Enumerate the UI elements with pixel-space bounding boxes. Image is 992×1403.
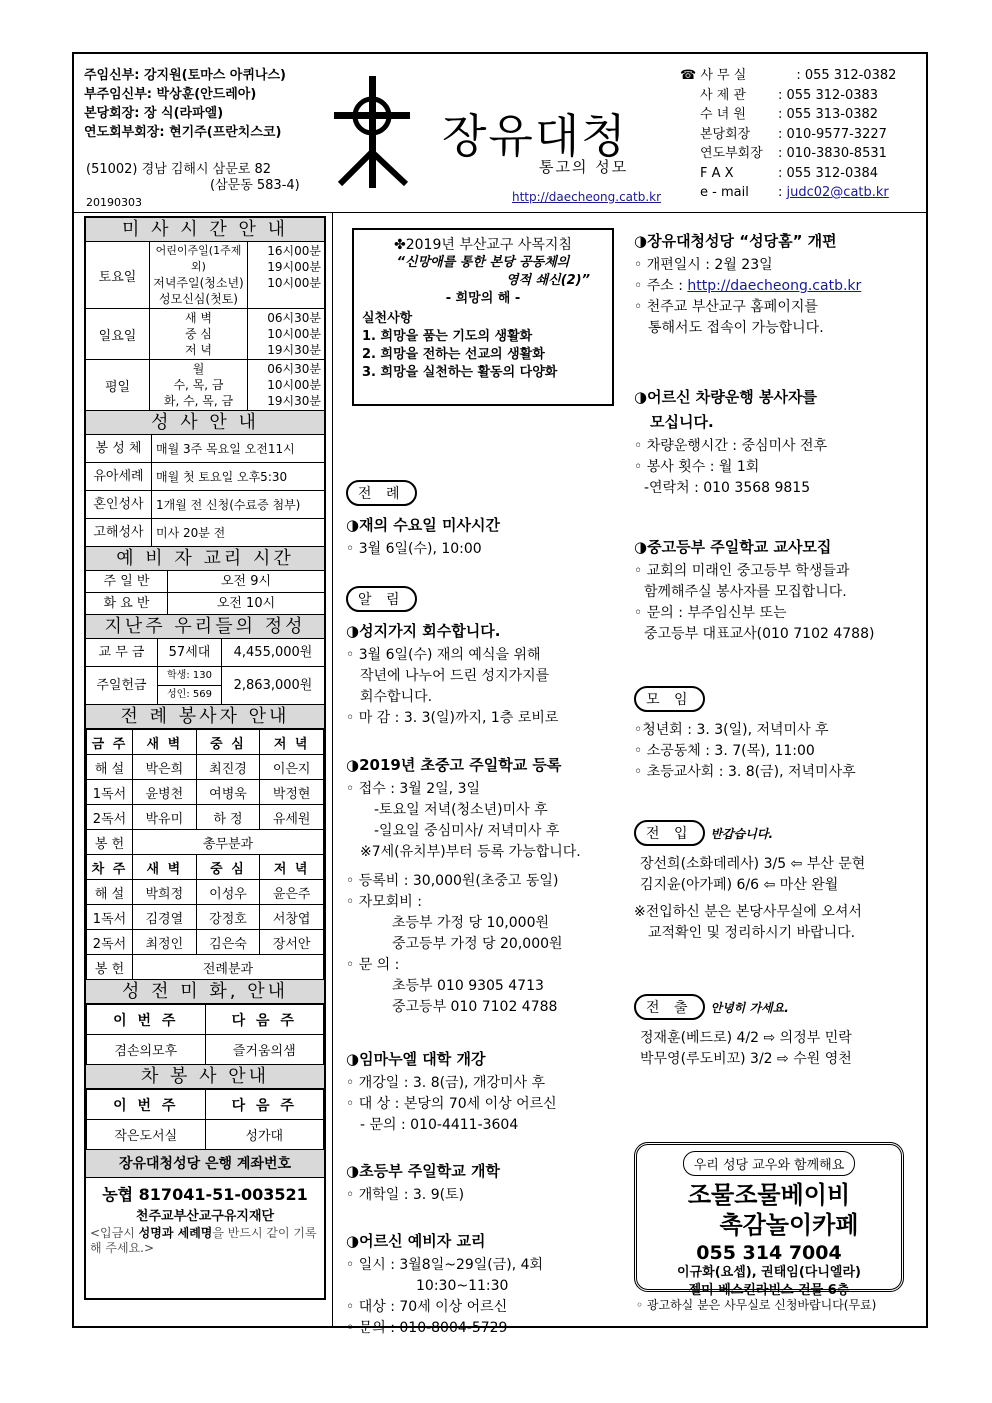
- sacrament-row: [86, 519, 324, 547]
- offering-amount: 2,863,000원: [233, 678, 313, 693]
- bank-note: [86, 1224, 324, 1258]
- catechumen-value: 오전 10시: [216, 596, 276, 611]
- contact-label: 본당회장: [700, 126, 751, 142]
- table-cell: 박은희: [133, 755, 197, 780]
- mass-time: 19시30분: [267, 394, 321, 408]
- article-text: 김지윤(아가페) 6/6 ⇦ 마산 완월: [640, 877, 839, 893]
- contact-row: e - mail : judc02@catb.kr: [680, 183, 896, 203]
- table-cell: 이성우: [196, 880, 260, 905]
- article-text: 중고등부 010 7102 4788: [392, 999, 558, 1015]
- table-row: [87, 905, 324, 930]
- article-text: ◦ 개학일 : 3. 9(토): [346, 1187, 465, 1203]
- bank-account: [86, 1150, 324, 1258]
- mass-item: 새 벽: [185, 311, 212, 325]
- article-text: 중고등부 대표교사(010 7102 4788): [644, 626, 875, 642]
- table-cell: 저 녁: [260, 855, 324, 880]
- guideline-title-text: 2019년 부산교구 사목지침: [405, 237, 572, 253]
- section-pill: 모 임: [634, 686, 705, 712]
- mass-row-sunday: [86, 309, 324, 360]
- article-text: 교적확인 및 정리하시기 바랍니다.: [648, 925, 856, 941]
- contact-row: 본당회장 : 010-9577-3227: [680, 125, 896, 145]
- ad-tagline: 우리 성당 교우와 함께해요: [683, 1151, 856, 1176]
- table-cell: 즐거움의샘: [205, 1035, 324, 1065]
- contact-row: 수 녀 원 : 055 313-0382: [680, 105, 896, 125]
- contact-value: 010-9577-3227: [786, 126, 887, 142]
- sacrament-row: [86, 435, 324, 463]
- mass-item: 저녁주일(청소년): [153, 276, 244, 290]
- table-cell: 최진경: [196, 755, 260, 780]
- ad-business-name: 조물조물베이비: [687, 1181, 851, 1209]
- ad-business-name: 촉감놀이카페: [719, 1211, 859, 1239]
- contact-label: 사 제 관: [700, 87, 746, 103]
- catechumen-table: [86, 571, 324, 615]
- mass-item: 어린이주일(1주제외): [155, 244, 242, 273]
- bulletin-subtitle: 통고의 성모: [539, 158, 629, 176]
- article-text: ◦ 대상 : 70세 이상 어르신: [346, 1299, 508, 1315]
- table-cell: 1독서: [87, 905, 133, 930]
- ash-wednesday: [346, 514, 500, 560]
- address-line: (삼문동 583-4): [210, 178, 300, 193]
- table-cell: 박정현: [260, 780, 324, 805]
- flowers-table: [86, 1004, 324, 1065]
- table-cell: 유세원: [260, 805, 324, 830]
- teacher-recruit: [634, 536, 874, 645]
- table-cell: 강정호: [196, 905, 260, 930]
- sacrament-table: [86, 435, 324, 547]
- table-row: [87, 755, 324, 780]
- mass-item: 화, 수, 목, 금: [163, 394, 234, 408]
- article-text: 박무영(루도비꼬) 3/2 ⇨ 수원 영천: [640, 1051, 852, 1067]
- guideline-quote: “신망애를 통한 본당 공동체의: [396, 255, 570, 270]
- table-row: [87, 1005, 324, 1035]
- section-pill: 알 림: [346, 586, 417, 612]
- contact-value: 055 312-0383: [786, 87, 879, 103]
- guideline-title: [362, 236, 604, 254]
- mass-items: [150, 360, 248, 410]
- email-link[interactable]: judc02@catb.kr: [786, 185, 889, 200]
- liturgy-section: [346, 480, 417, 506]
- mass-time: 10시00분: [267, 378, 321, 392]
- table-cell: 박희정: [133, 880, 197, 905]
- article-text: ◦ 차량운행시간 : 중심미사 전후: [634, 438, 828, 454]
- contact-row: 사 제 관 : 055 312-0383: [680, 86, 896, 106]
- transfer-in-section: [634, 820, 865, 944]
- clergy-list: [84, 66, 286, 142]
- offering-table: [86, 639, 324, 705]
- table-cell: 김경열: [133, 905, 197, 930]
- table-cell: 다 음 주: [205, 1005, 324, 1035]
- contact-list: [680, 66, 896, 203]
- table-cell: 2독서: [87, 805, 133, 830]
- article-text: ◦ 일시 : 3월8일~29일(금), 4회: [346, 1257, 544, 1273]
- address-line: (51002) 경남 김해시 삼문로 82: [86, 162, 272, 177]
- pastoral-guideline-box: [352, 228, 614, 406]
- table-row: [87, 1035, 324, 1065]
- phone-icon: ☎: [680, 68, 697, 83]
- mass-row-weekday: [86, 360, 324, 411]
- transfer-out-section: [634, 994, 852, 1070]
- article-text: 초등부 가정 당 10,000원: [392, 915, 550, 931]
- article-text: ◦ 문 의 :: [346, 957, 400, 973]
- article-heading: ◑어르신 차량운행 봉사자를: [634, 388, 817, 406]
- sacrament-label: 봉 성 체: [86, 435, 152, 462]
- mass-times-heading: 미 사 시 간 안 내: [86, 218, 324, 242]
- table-cell: 하 정: [196, 805, 260, 830]
- guideline-year: - 희망의 해 -: [445, 291, 521, 306]
- article-text: ※7세(유치부)부터 등록 가능합니다.: [360, 844, 581, 860]
- article-text: ◦ 문의 : 부주임신부 또는: [634, 605, 787, 621]
- sacrament-value: 매월 3주 목요일 오전11시: [156, 442, 295, 456]
- guideline-quote: 영적 쇄신(2)”: [505, 273, 590, 288]
- article-text: ◦ 초등교사회 : 3. 8(금), 저녁미사후: [634, 764, 856, 780]
- table-cell: 다 음 주: [205, 1090, 324, 1120]
- article-text: -토요일 저녁(청소년)미사 후: [374, 802, 548, 818]
- sacrament-heading: 성 사 안 내: [86, 411, 324, 435]
- liturgy-table: [86, 729, 324, 980]
- offering-heading: 지난주 우리들의 정성: [86, 615, 324, 639]
- tea-table: [86, 1089, 324, 1150]
- table-cell: 윤병천: [133, 780, 197, 805]
- offering-students: 학생: 130: [158, 667, 221, 686]
- article-text: 회수합니다.: [360, 689, 433, 705]
- table-cell: 1독서: [87, 780, 133, 805]
- offering-label: 교 무 금: [86, 639, 158, 666]
- article-text: ◦ 천주교 부산교구 홈페이지를: [634, 299, 818, 315]
- bulletin-title: 장유대청: [442, 109, 628, 163]
- article-text: -일요일 중심미사/ 저녁미사 후: [374, 823, 560, 839]
- table-cell: 이 번 주: [87, 1005, 206, 1035]
- mass-day: 토요일: [86, 242, 150, 308]
- mass-time: 19시00분: [267, 260, 321, 274]
- sacrament-row: [86, 463, 324, 491]
- clergy-line: 부주임신부: 박상훈(안드레아): [84, 87, 257, 102]
- table-row: [87, 930, 324, 955]
- cross-logo-icon: [332, 72, 412, 192]
- guideline-item: 3. 희망을 실천하는 활동의 다양화: [362, 365, 558, 380]
- catechumen-row: [86, 593, 324, 615]
- bank-holder: 천주교부산교구유지재단: [135, 1209, 275, 1224]
- bulletin-page: [72, 52, 928, 1336]
- sacrament-row: [86, 491, 324, 519]
- elementary-school: [346, 1160, 500, 1206]
- table-cell: 새 벽: [133, 855, 197, 880]
- table-cell: 겸손의모후: [87, 1035, 206, 1065]
- note-text: <입금시: [90, 1226, 139, 1240]
- table-row: [87, 1120, 324, 1150]
- mass-times: [248, 242, 324, 308]
- masthead: [74, 54, 926, 212]
- article-text: ◦ 마 감 : 3. 3(일)까지, 1층 로비로: [346, 710, 559, 726]
- catechumen-heading: 예 비 자 교리 시간: [86, 547, 324, 571]
- article-text: ◦ 등록비 : 30,000원(초중고 동일): [346, 873, 559, 889]
- section-pill: 전 입: [634, 820, 705, 846]
- table-cell: 중 심: [196, 855, 260, 880]
- article-text: 통해서도 접속이 가능합니다.: [648, 320, 824, 336]
- catechumen-label: 화 요 반: [86, 593, 168, 614]
- sacrament-value: 매월 첫 토요일 오후5:30: [156, 470, 288, 484]
- handwritten-greeting: 안녕히 가세요.: [710, 1001, 789, 1015]
- advertisement-box: [634, 1142, 904, 1298]
- article-text: ◦ 접수 : 3월 2일, 3일: [346, 781, 481, 797]
- table-cell: 성가대: [205, 1120, 324, 1150]
- article-text: ◦ 대 상 : 본당의 70세 이상 어르신: [346, 1096, 557, 1112]
- mass-items: [150, 309, 248, 359]
- table-row: [87, 880, 324, 905]
- table-cell: 윤은주: [260, 880, 324, 905]
- mass-item: 수, 목, 금: [173, 378, 224, 392]
- table-cell: 전례분과: [133, 955, 324, 980]
- table-row: [87, 855, 324, 880]
- table-cell: 저 녁: [260, 730, 324, 755]
- section-pill: 전 례: [346, 480, 417, 506]
- contact-value: 010-3830-8531: [786, 146, 887, 161]
- table-cell: 새 벽: [133, 730, 197, 755]
- article-text: ◦ 소공동체 : 3. 7(목), 11:00: [634, 743, 815, 759]
- mass-item: 성모신심(첫토): [159, 292, 238, 306]
- table-row: [87, 780, 324, 805]
- article-text: 장선희(소화데레사) 3/5 ⇦ 부산 문현: [640, 856, 866, 872]
- ad-owner: 이규화(요셉), 권태임(다니엘라): [677, 1265, 861, 1280]
- offering-count: 57세대: [158, 639, 222, 666]
- mass-day: 평일: [86, 360, 150, 410]
- offering-row: [86, 667, 324, 705]
- mass-times: [248, 360, 324, 410]
- table-cell: 금 주: [87, 730, 133, 755]
- article-text: -연락처 : 010 3568 9815: [644, 480, 811, 496]
- article-text: 정재훈(베드로) 4/2 ⇨ 의정부 민락: [640, 1030, 852, 1046]
- article-text: 10:30~11:30: [416, 1278, 509, 1294]
- issue-date: 20190303: [86, 196, 142, 209]
- article-heading: ◑성지가지 회수합니다.: [346, 622, 501, 640]
- table-cell: 해 설: [87, 755, 133, 780]
- bank-number: 농협 817041-51-003521: [102, 1185, 308, 1204]
- sacrament-label: 혼인성사: [86, 491, 152, 518]
- catechumen-label: 주 일 반: [86, 571, 168, 592]
- article-text: ◦ 개강일 : 3. 8(금), 개강미사 후: [346, 1075, 546, 1091]
- table-cell: 2독서: [87, 930, 133, 955]
- article-text: 작년에 나누어 드린 성지가지를: [360, 668, 550, 684]
- offering-label: 주일헌금: [86, 667, 158, 704]
- notice-section: [346, 586, 417, 612]
- article-text: 함께해주실 봉사자를 모집합니다.: [644, 584, 847, 600]
- homepage-link[interactable]: http://daecheong.catb.kr: [687, 278, 862, 294]
- contact-label: e - mail: [700, 185, 749, 200]
- article-heading: ◑재의 수요일 미사시간: [346, 516, 500, 534]
- article-heading: ◑장유대청성당 “성당홈” 개편: [634, 232, 837, 250]
- offering-count: [158, 667, 222, 704]
- homepage-renewal: [634, 230, 861, 339]
- contact-label: 수 녀 원: [700, 107, 746, 122]
- contact-row: 연도부회장 : 010-3830-8531: [680, 144, 896, 164]
- guideline-item: 1. 희망을 품는 기도의 생활화: [362, 329, 533, 344]
- catechumen-row: [86, 571, 324, 593]
- table-cell: 여병욱: [196, 780, 260, 805]
- website-link[interactable]: http://daecheong.catb.kr: [512, 190, 662, 204]
- mass-item: 월: [192, 362, 205, 376]
- table-cell: 최정인: [133, 930, 197, 955]
- article-text: ※전입하신 분은 본당사무실에 오셔서: [634, 904, 862, 920]
- article-text: 중고등부 가정 당 20,000원: [392, 936, 563, 952]
- contact-row: ☎ 사 무 실 : 055 312-0382: [680, 66, 896, 86]
- article-heading: ◑어르신 예비자 교리: [346, 1232, 486, 1250]
- header-divider: [74, 212, 926, 213]
- article-heading: ◑중고등부 주일학교 교사모집: [634, 538, 832, 556]
- mass-row-saturday: [86, 242, 324, 309]
- mass-time: 19시30분: [267, 343, 321, 357]
- table-row: [87, 1090, 324, 1120]
- mass-time: 06시30분: [267, 362, 321, 376]
- guideline-item: 2. 희망을 전하는 선교의 생활화: [362, 347, 545, 362]
- clergy-line: 연도회부회장: 현기주(프란치스코): [84, 125, 282, 140]
- mass-day: 일요일: [86, 309, 150, 359]
- table-cell: 서창엽: [260, 905, 324, 930]
- section-pill: 전 출: [634, 994, 705, 1020]
- offering-amount: 4,455,000원: [233, 645, 313, 660]
- elder-catechism: [346, 1230, 543, 1339]
- article-text: ◦ 개편일시 : 2월 23일: [634, 257, 773, 273]
- table-cell: 작은도서실: [87, 1120, 206, 1150]
- sacrament-label: 고해성사: [86, 519, 152, 546]
- mass-time: 16시00분: [267, 244, 321, 258]
- article-text: ◦ 3월 6일(수), 10:00: [346, 541, 482, 557]
- mass-time: 06시30분: [267, 311, 321, 325]
- article-text: ◦ 문의 : 010-8004-5729: [346, 1320, 508, 1336]
- ad-note: ◦ 광고하실 분은 사무실로 신청바랍니다(무료): [636, 1298, 877, 1312]
- note-text: 을 반드시 같이 기록해 주세요.>: [90, 1226, 317, 1255]
- table-cell: 이 번 주: [87, 1090, 206, 1120]
- article-heading: ◑임마누엘 대학 개강: [346, 1050, 486, 1068]
- contact-label: 연도부회장: [700, 146, 763, 161]
- table-cell: 차 주: [87, 855, 133, 880]
- sacrament-label: 유아세례: [86, 463, 152, 490]
- mass-times: [248, 309, 324, 359]
- school-registration: [346, 754, 581, 1018]
- article-heading: ◑2019년 초중고 주일학교 등록: [346, 756, 562, 774]
- article-text: ◦청년회 : 3. 3(일), 저녁미사 후: [634, 722, 829, 738]
- table-row: [87, 805, 324, 830]
- catechumen-value: 오전 9시: [220, 574, 272, 589]
- note-emphasis: 성명과 세례명: [138, 1226, 213, 1240]
- table-row: [87, 955, 324, 980]
- article-heading: ◑초등부 주일학교 개학: [346, 1162, 500, 1180]
- table-cell: 봉 헌: [87, 830, 133, 855]
- contact-value: 055 312-0384: [786, 165, 879, 181]
- article-text: ◦ 봉사 횟수 : 월 1회: [634, 459, 760, 475]
- contact-row: F A X : 055 312-0384: [680, 164, 896, 184]
- liturgy-heading: 전 례 봉사자 안내: [86, 705, 324, 729]
- contact-label: 사 무 실: [700, 68, 747, 83]
- ad-location: 젤미 베스킨라빈스 건물 6층: [688, 1283, 850, 1298]
- sacrament-value: 1개월 전 신청(수료증 첨부): [156, 498, 301, 512]
- article-heading: 모십니다.: [650, 413, 714, 431]
- table-cell: 장서안: [260, 930, 324, 955]
- table-cell: 박유미: [133, 805, 197, 830]
- palm-return: [346, 620, 558, 729]
- ad-phone: 055 314 7004: [696, 1242, 842, 1264]
- table-cell: 중 심: [196, 730, 260, 755]
- bank-heading: 장유대청성당 은행 계좌번호: [86, 1150, 324, 1178]
- handwritten-greeting: 반갑습니다.: [710, 827, 774, 841]
- table-cell: 총무분과: [133, 830, 324, 855]
- article-text: ◦ 자모회비 :: [346, 894, 422, 910]
- offering-row: [86, 639, 324, 667]
- contact-value: 055 313-0382: [786, 107, 879, 122]
- mass-items: [150, 242, 248, 308]
- article-text: [634, 276, 861, 297]
- article-text: ◦ 3월 6일(수) 재의 예식을 위해: [346, 647, 541, 663]
- flowers-heading: 성 전 미 화, 안내: [86, 980, 324, 1004]
- offering-adults: 성인: 569: [167, 689, 212, 700]
- article-text: ◦ 교회의 미래인 중고등부 학생들과: [634, 563, 850, 579]
- contact-label: F A X: [700, 165, 734, 181]
- mass-item: 저 녁: [185, 343, 212, 357]
- article-text: - 문의 : 010-4411-3604: [360, 1117, 519, 1133]
- meetings-section: [634, 686, 856, 783]
- parish-address: [86, 162, 300, 194]
- table-cell: 김은숙: [196, 930, 260, 955]
- contact-value: 055 312-0382: [804, 68, 897, 83]
- sacrament-value: 미사 20분 전: [156, 526, 226, 540]
- column-divider: [332, 212, 333, 1328]
- clergy-line: 주임신부: 강지원(토마스 아퀴나스): [84, 68, 286, 83]
- immanuel-college: [346, 1048, 557, 1136]
- driver-volunteers: [634, 386, 827, 499]
- mass-time: 10시00분: [267, 276, 321, 290]
- label-text: ◦ 주소 :: [634, 278, 688, 294]
- clergy-line: 본당회장: 장 식(라파엘): [84, 106, 224, 121]
- mass-item: 중 심: [185, 327, 212, 341]
- mass-time: 10시00분: [267, 327, 321, 341]
- table-row: [87, 830, 324, 855]
- article-text: 초등부 010 9305 4713: [392, 978, 544, 994]
- table-row: [87, 730, 324, 755]
- diocese-icon: ✤: [394, 237, 406, 253]
- tea-heading: 차 봉 사 안내: [86, 1065, 324, 1089]
- guideline-practice: 실천사항: [362, 311, 413, 326]
- table-cell: 이은지: [260, 755, 324, 780]
- schedule-column: [84, 216, 326, 1300]
- table-cell: 봉 헌: [87, 955, 133, 980]
- table-cell: 해 설: [87, 880, 133, 905]
